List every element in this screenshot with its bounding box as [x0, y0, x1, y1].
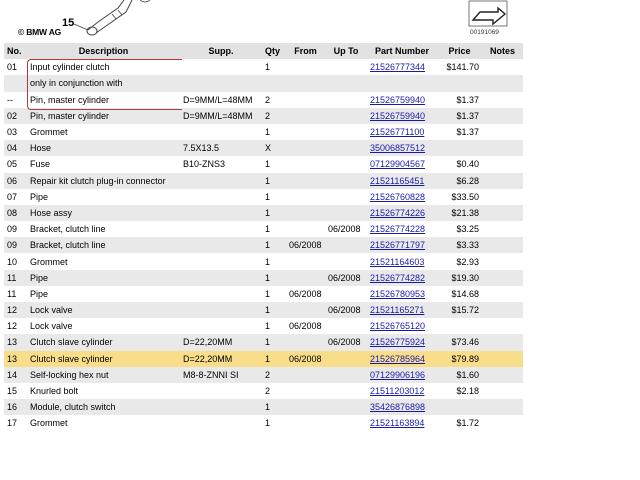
- cell-notes: [482, 270, 523, 286]
- cell-no: 10: [4, 253, 27, 269]
- cell-from: [286, 253, 325, 269]
- cell-from: [286, 383, 325, 399]
- cell-notes: [482, 108, 523, 124]
- cell-part-number: [367, 205, 437, 221]
- cell-upto: [325, 59, 367, 75]
- cell-from: [286, 205, 325, 221]
- cell-no: 13: [4, 351, 27, 367]
- cell-price: $1.37: [437, 108, 482, 124]
- cell-notes: [482, 189, 523, 205]
- table-row: [4, 415, 523, 431]
- cell-from: [286, 156, 325, 172]
- cell-qty: 1: [262, 59, 286, 75]
- cell-price: $2.18: [437, 383, 482, 399]
- cell-notes: [482, 59, 523, 75]
- cell-qty: 1: [262, 253, 286, 269]
- col-header-from: From: [286, 43, 325, 59]
- cell-description: Module, clutch switch: [27, 399, 180, 415]
- cell-from: 06/2008: [286, 286, 325, 302]
- table-row: [4, 383, 523, 399]
- cell-supp: [180, 59, 262, 75]
- cell-description: Pin, master cylinder: [27, 108, 180, 124]
- cell-supp: [180, 270, 262, 286]
- cell-qty: 2: [262, 367, 286, 383]
- part-number-link[interactable]: 21526774226: [370, 207, 426, 218]
- cell-notes: [482, 286, 523, 302]
- cell-description: Self-locking hex nut: [27, 367, 180, 383]
- cell-from: [286, 270, 325, 286]
- cell-from: [286, 173, 325, 189]
- cell-part-number: [367, 124, 437, 140]
- cell-supp: B10-ZNS3: [180, 156, 262, 172]
- cell-no: 14: [4, 367, 27, 383]
- table-row: [4, 75, 523, 91]
- cell-qty: 1: [262, 351, 286, 367]
- part-number-link[interactable]: 21526774282: [370, 272, 426, 283]
- cell-supp: [180, 383, 262, 399]
- cell-qty: 1: [262, 318, 286, 334]
- cell-from: [286, 140, 325, 156]
- cell-supp: [180, 173, 262, 189]
- cell-notes: [482, 140, 523, 156]
- cell-from: [286, 75, 325, 91]
- cell-upto: [325, 286, 367, 302]
- cell-qty: 1: [262, 189, 286, 205]
- cell-upto: [325, 92, 367, 108]
- cell-part-number: [367, 286, 437, 302]
- table-row: [4, 351, 523, 367]
- cell-upto: [325, 383, 367, 399]
- cell-description: Input cylinder clutch: [27, 59, 180, 75]
- copyright-text: © BMW AG: [18, 27, 62, 37]
- cell-supp: [180, 318, 262, 334]
- cell-supp: [180, 124, 262, 140]
- cell-no: 03: [4, 124, 27, 140]
- cell-price: $3.33: [437, 237, 482, 253]
- cell-notes: [482, 173, 523, 189]
- cell-no: 11: [4, 270, 27, 286]
- cell-description: Repair kit clutch plug-in connector: [27, 173, 180, 189]
- cell-qty: X: [262, 140, 286, 156]
- cell-description: Pipe: [27, 189, 180, 205]
- table-row: [4, 286, 523, 302]
- part-number-link[interactable]: 21521165451: [370, 175, 425, 186]
- cell-part-number: [367, 140, 437, 156]
- cell-price: $1.72: [437, 415, 482, 431]
- cell-part-number: [367, 75, 437, 91]
- cell-description: Clutch slave cylinder: [27, 351, 180, 367]
- part-number-link[interactable]: 35426876898: [370, 402, 426, 413]
- cell-supp: D=9MM/L=48MM: [180, 92, 262, 108]
- cell-upto: [325, 108, 367, 124]
- table-row: [4, 124, 523, 140]
- part-number-link[interactable]: 21526771100: [370, 127, 425, 138]
- cell-qty: 1: [262, 334, 286, 350]
- cell-supp: [180, 205, 262, 221]
- cell-qty: 1: [262, 415, 286, 431]
- cell-qty: 1: [262, 302, 286, 318]
- parts-table-body: [4, 59, 523, 431]
- cell-supp: [180, 237, 262, 253]
- cell-part-number: [367, 108, 437, 124]
- cell-no: [4, 75, 27, 91]
- cell-notes: [482, 237, 523, 253]
- cell-qty: [262, 75, 286, 91]
- cell-from: 06/2008: [286, 318, 325, 334]
- part-number-link[interactable]: 21526760828: [370, 191, 426, 202]
- cell-part-number: [367, 253, 437, 269]
- cell-description: Pipe: [27, 270, 180, 286]
- table-row: [4, 318, 523, 334]
- cell-part-number: [367, 351, 437, 367]
- cell-notes: [482, 367, 523, 383]
- diagram-drawing: [0, 0, 640, 42]
- cell-part-number: [367, 383, 437, 399]
- cell-supp: M8-8-ZNNI SI: [180, 367, 262, 383]
- cell-supp: [180, 189, 262, 205]
- cell-no: 09: [4, 221, 27, 237]
- cell-upto: 06/2008: [325, 302, 367, 318]
- callout-number: 15: [62, 17, 75, 29]
- cell-upto: [325, 124, 367, 140]
- cell-from: [286, 92, 325, 108]
- cell-qty: 1: [262, 286, 286, 302]
- cell-no: --: [4, 92, 27, 108]
- cell-part-number: [367, 173, 437, 189]
- part-number-link[interactable]: 21526775924: [370, 337, 426, 348]
- cell-part-number: [367, 367, 437, 383]
- cell-price: $19.30: [437, 270, 482, 286]
- cell-no: 15: [4, 383, 27, 399]
- cell-from: 06/2008: [286, 351, 325, 367]
- cell-no: 12: [4, 302, 27, 318]
- cell-price: $73.46: [437, 334, 482, 350]
- cell-no: 01: [4, 59, 27, 75]
- cell-supp: [180, 75, 262, 91]
- cell-notes: [482, 318, 523, 334]
- cell-part-number: [367, 92, 437, 108]
- cell-qty: 1: [262, 399, 286, 415]
- part-number-link[interactable]: 21521165271: [370, 305, 425, 316]
- cell-no: 09: [4, 237, 27, 253]
- cell-qty: 2: [262, 383, 286, 399]
- part-number-link[interactable]: 21521164603: [370, 256, 425, 267]
- table-row: [4, 173, 523, 189]
- col-header-price: Price: [437, 43, 482, 59]
- cell-no: 02: [4, 108, 27, 124]
- part-number-link[interactable]: 07129904567: [370, 159, 426, 170]
- table-row: [4, 156, 523, 172]
- cell-supp: D=22,20MM: [180, 351, 262, 367]
- cell-part-number: [367, 237, 437, 253]
- cell-upto: [325, 253, 367, 269]
- part-number-link[interactable]: 21526785964: [370, 353, 426, 364]
- cell-description: Bracket, clutch line: [27, 237, 180, 253]
- part-number-link[interactable]: 07129906196: [370, 369, 426, 380]
- cell-price: $1.37: [437, 92, 482, 108]
- cell-qty: 1: [262, 237, 286, 253]
- part-number-link[interactable]: 21511203012: [370, 386, 425, 397]
- table-row: [4, 302, 523, 318]
- cell-notes: [482, 205, 523, 221]
- cell-description: Lock valve: [27, 318, 180, 334]
- cell-notes: [482, 302, 523, 318]
- cell-qty: 1: [262, 124, 286, 140]
- cell-supp: [180, 302, 262, 318]
- cell-description: Hose: [27, 140, 180, 156]
- cell-qty: 1: [262, 173, 286, 189]
- cell-price: $1.60: [437, 367, 482, 383]
- table-row: [4, 237, 523, 253]
- cell-notes: [482, 75, 523, 91]
- cell-qty: 2: [262, 108, 286, 124]
- cell-part-number: [367, 415, 437, 431]
- cell-price: $3.25: [437, 221, 482, 237]
- cell-price: $6.28: [437, 173, 482, 189]
- cell-part-number: [367, 399, 437, 415]
- part-number-link[interactable]: 21526777344: [370, 62, 426, 73]
- cell-from: [286, 302, 325, 318]
- cell-supp: 7.5X13.5: [180, 140, 262, 156]
- cell-no: 04: [4, 140, 27, 156]
- part-number-link[interactable]: 21526774228: [370, 224, 426, 235]
- cell-part-number: [367, 59, 437, 75]
- cell-price: $15.72: [437, 302, 482, 318]
- table-row: [4, 108, 523, 124]
- cell-description: Pipe: [27, 286, 180, 302]
- cell-qty: 1: [262, 270, 286, 286]
- cell-price: $14.68: [437, 286, 482, 302]
- table-row: [4, 334, 523, 350]
- cell-upto: [325, 140, 367, 156]
- cell-description: Lock valve: [27, 302, 180, 318]
- cell-description: Pin, master cylinder: [27, 92, 180, 108]
- cell-price: $79.89: [437, 351, 482, 367]
- cell-from: [286, 367, 325, 383]
- table-row: [4, 189, 523, 205]
- table-row: [4, 140, 523, 156]
- cell-notes: [482, 383, 523, 399]
- cell-from: [286, 334, 325, 350]
- cell-price: $21.38: [437, 205, 482, 221]
- table-row: [4, 253, 523, 269]
- cell-part-number: [367, 221, 437, 237]
- cell-qty: 1: [262, 156, 286, 172]
- cell-no: 08: [4, 205, 27, 221]
- cell-upto: [325, 318, 367, 334]
- col-header-supp: Supp.: [180, 43, 262, 59]
- cell-description: Grommet: [27, 124, 180, 140]
- cell-description: Knurled bolt: [27, 383, 180, 399]
- cell-part-number: [367, 318, 437, 334]
- part-number-link[interactable]: 21526771797: [370, 240, 426, 251]
- table-row: [4, 59, 523, 75]
- col-header-notes: Notes: [482, 43, 523, 59]
- cell-price: [437, 140, 482, 156]
- parts-diagram: [0, 0, 640, 42]
- cell-no: 11: [4, 286, 27, 302]
- part-number-link[interactable]: 21526759940: [370, 94, 426, 105]
- cell-price: $1.37: [437, 124, 482, 140]
- cell-qty: 2: [262, 92, 286, 108]
- cell-supp: [180, 221, 262, 237]
- cell-notes: [482, 351, 523, 367]
- cell-description: Grommet: [27, 415, 180, 431]
- cell-supp: [180, 415, 262, 431]
- cell-no: 17: [4, 415, 27, 431]
- diagram-arrow-icon: [469, 1, 507, 26]
- cell-description: Clutch slave cylinder: [27, 334, 180, 350]
- cell-upto: [325, 351, 367, 367]
- cell-upto: [325, 189, 367, 205]
- cell-notes: [482, 253, 523, 269]
- cell-from: 06/2008: [286, 237, 325, 253]
- table-row: [4, 399, 523, 415]
- col-header-qty: Qty: [262, 43, 286, 59]
- cell-upto: [325, 399, 367, 415]
- cell-from: [286, 221, 325, 237]
- cell-supp: D=22,20MM: [180, 334, 262, 350]
- col-header-upto: Up To: [325, 43, 367, 59]
- cell-from: [286, 59, 325, 75]
- cell-no: 07: [4, 189, 27, 205]
- cell-from: [286, 415, 325, 431]
- cell-notes: [482, 415, 523, 431]
- cell-upto: [325, 173, 367, 189]
- cell-price: [437, 318, 482, 334]
- cell-price: $33.50: [437, 189, 482, 205]
- cell-notes: [482, 334, 523, 350]
- cell-price: $0.40: [437, 156, 482, 172]
- cell-upto: [325, 205, 367, 221]
- cell-part-number: [367, 156, 437, 172]
- table-header-row: [4, 43, 523, 59]
- cell-from: [286, 124, 325, 140]
- cell-notes: [482, 124, 523, 140]
- cell-supp: [180, 286, 262, 302]
- cell-notes: [482, 399, 523, 415]
- cell-upto: [325, 415, 367, 431]
- cell-no: 06: [4, 173, 27, 189]
- cell-notes: [482, 221, 523, 237]
- cell-part-number: [367, 334, 437, 350]
- cell-no: 16: [4, 399, 27, 415]
- cell-supp: [180, 253, 262, 269]
- table-row: [4, 367, 523, 383]
- part-number-link[interactable]: 21521163894: [370, 418, 425, 429]
- table-row: [4, 92, 523, 108]
- cell-from: [286, 108, 325, 124]
- cell-price: $2.93: [437, 253, 482, 269]
- cell-upto: [325, 237, 367, 253]
- cell-supp: [180, 399, 262, 415]
- cell-no: 05: [4, 156, 27, 172]
- cell-upto: 06/2008: [325, 334, 367, 350]
- cell-from: [286, 189, 325, 205]
- cell-price: $141.70: [437, 59, 482, 75]
- part-number-link[interactable]: 21526759940: [370, 110, 426, 121]
- part-number-link[interactable]: 21526765120: [370, 321, 426, 332]
- cell-qty: 1: [262, 221, 286, 237]
- image-code: 00191069: [470, 29, 499, 36]
- cell-notes: [482, 92, 523, 108]
- part-number-link[interactable]: 35006857512: [370, 143, 426, 154]
- cell-no: 12: [4, 318, 27, 334]
- cell-part-number: [367, 302, 437, 318]
- col-header-no: No.: [4, 43, 27, 59]
- cell-part-number: [367, 189, 437, 205]
- cell-from: [286, 399, 325, 415]
- parts-table: [4, 43, 523, 432]
- cell-qty: 1: [262, 205, 286, 221]
- cell-description: Fuse: [27, 156, 180, 172]
- cell-description: only in conjunction with: [27, 75, 180, 91]
- table-row: [4, 221, 523, 237]
- cell-description: Grommet: [27, 253, 180, 269]
- cell-no: 13: [4, 334, 27, 350]
- cell-upto: [325, 367, 367, 383]
- cell-upto: [325, 156, 367, 172]
- col-header-description: Description: [27, 43, 180, 59]
- part-number-link[interactable]: 21526780953: [370, 288, 426, 299]
- cell-supp: D=9MM/L=48MM: [180, 108, 262, 124]
- cell-upto: 06/2008: [325, 221, 367, 237]
- table-row: [4, 270, 523, 286]
- cell-upto: [325, 75, 367, 91]
- cell-price: [437, 75, 482, 91]
- cell-description: Hose assy: [27, 205, 180, 221]
- cell-description: Bracket, clutch line: [27, 221, 180, 237]
- table-row: [4, 205, 523, 221]
- cell-price: [437, 399, 482, 415]
- cell-part-number: [367, 270, 437, 286]
- cell-upto: 06/2008: [325, 270, 367, 286]
- cell-notes: [482, 156, 523, 172]
- col-header-part-number: Part Number: [367, 43, 437, 59]
